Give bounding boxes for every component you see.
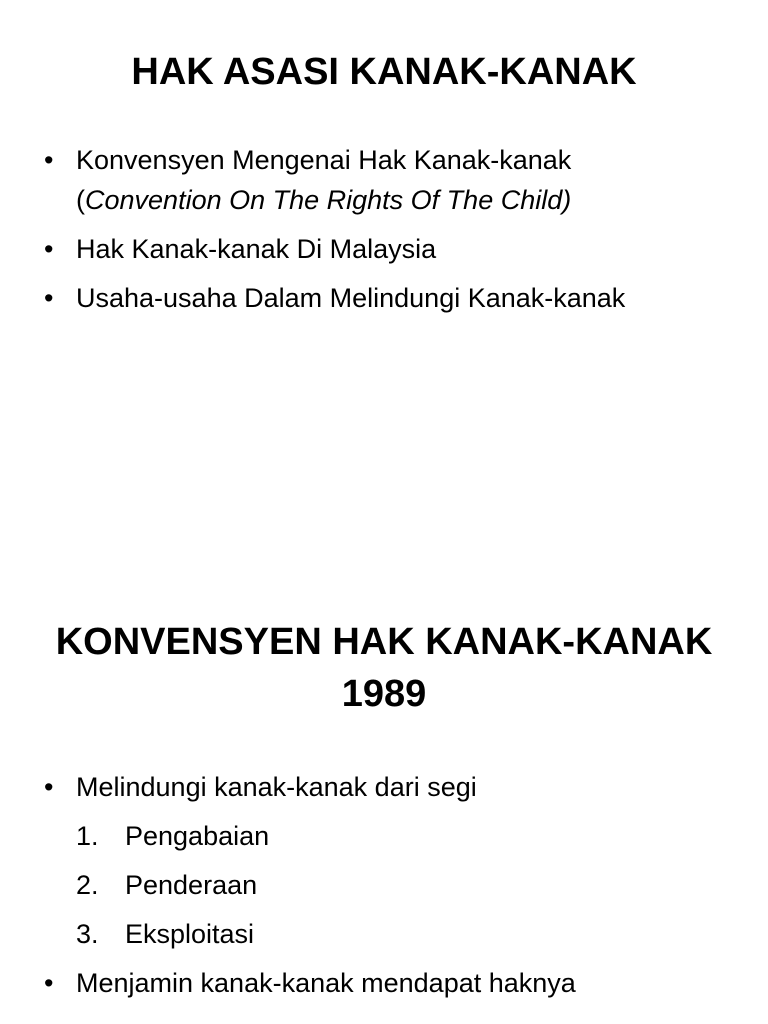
slide-2-bullet-list [44,767,576,1012]
bullet-item [44,767,576,954]
bullet-english-title: Convention On The Rights Of The Child) [85,185,572,215]
bullet-paren: ( [76,185,85,215]
bullet-dot: • [44,283,54,313]
numbered-item [76,865,576,905]
slide-1-title: HAK ASASI KANAK-KANAK [131,51,637,93]
bullet-text: Melindungi kanak-kanak dari segi [76,772,477,802]
item-number: 2. [76,870,99,900]
item-text: Pengabaian [125,821,270,851]
bullet-item [44,229,625,269]
slide-2-title-line-1: KONVENSYEN HAK KANAK-KANAK [55,621,713,663]
item-text: Penderaan [125,870,258,900]
slide-2-title [0,616,768,720]
slide-2 [0,512,768,1024]
bullet-text: Hak Kanak-kanak Di Malaysia [76,234,437,264]
bullet-dot: • [44,145,54,175]
numbered-sublist [76,816,576,954]
bullet-item [44,278,625,318]
bullet-text: Usaha-usaha Dalam Melindungi Kanak-kanak [76,283,626,313]
bullet-item [44,963,576,1003]
bullet-dot: • [44,234,54,264]
numbered-item [76,816,576,856]
slide-1-bullet-list [44,140,625,327]
bullet-dot: • [44,772,54,802]
numbered-item [76,914,576,954]
bullet-text: Konvensyen Mengenai Hak Kanak-kanak [76,145,572,175]
bullet-item [44,140,625,220]
item-text: Eksploitasi [125,919,255,949]
slide-2-title-line-2: 1989 [341,673,427,715]
bullet-text: Menjamin kanak-kanak mendapat haknya [76,968,576,998]
bullet-dot: • [44,968,54,998]
item-number: 3. [76,919,99,949]
item-number: 1. [76,821,99,851]
